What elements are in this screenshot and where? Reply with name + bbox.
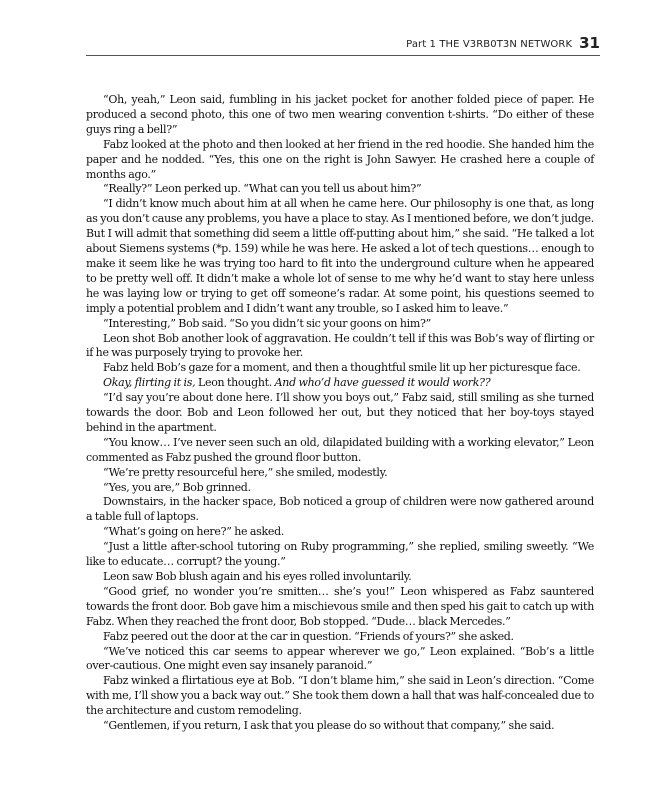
paragraph: “Really?” Leon perked up. “What can you tell us about him?” xyxy=(103,182,422,196)
paragraph: “Gentlemen, if you return, I ask that you please do so without that company,” she said. xyxy=(103,719,555,733)
paragraph: Leon saw Bob blush again and his eyes rolled involuntarily. xyxy=(103,570,412,583)
running-header xyxy=(0,36,600,50)
paragraph-thought xyxy=(86,376,594,391)
paragraph: “What’s going on here?” he asked. xyxy=(103,525,285,539)
paragraph: “Just a little after-school tutoring on Ruby programming,” she replied, smiling sweetly. “We like to educate… corrupt? the young.” xyxy=(86,540,594,569)
page-number: 31 xyxy=(579,34,600,52)
section-label xyxy=(406,39,572,50)
thought-roman: Leon thought. xyxy=(195,376,275,390)
paragraph: “I didn’t know much about him at all when he came here. Our philosophy is one that, as long as you don’t cause any problems, you have a place to stay. As I mentioned before, we don’t judge. But I will admit that something did seem a little off-putting about him,” she said. “He talked a lot about Siemens systems (*p. 159) while he was here. He asked a lot of tech questions… enough to make it seem like he was trying too hard to fit into the underground culture when he appeared to be pretty well off. It didn’t make a whole lot of sense to me why he’d want to stay here unless he was laying low or trying to get off someone’s radar. At some point, his questions seemed to imply a potential problem and I didn’t want any trouble, so I asked him to leave.” xyxy=(86,197,594,315)
paragraph: Leon shot Bob another look of aggravation. He couldn’t tell if this was Bob’s way of flirting or if he was purposely trying to provoke her. xyxy=(86,331,594,360)
section-title: THE V3RB0T3N NETWORK xyxy=(439,39,573,50)
paragraph: “Yes, you are,” Bob grinned. xyxy=(103,480,251,494)
paragraph: Fabz peered out the door at the car in question. “Friends of yours?” she asked. xyxy=(103,629,514,643)
paragraph: Fabz winked a flirtatious eye at Bob. “I don’t blame him,” she said in Leon’s direction. “Come with me, I’ll show you a back way out.” She took them down a hall that was half-concealed due to the architecture and custom remodeling. xyxy=(86,674,594,718)
thought-italic: Okay, flirting it is, xyxy=(103,376,196,390)
paragraph: “Interesting,” Bob said. “So you didn’t sic your goons on him?” xyxy=(103,316,432,330)
part-label: Part 1 xyxy=(406,39,437,50)
paragraph: “You know… I’ve never seen such an old, dilapidated building with a working elevator,” Leon commented as Fabz pushed the ground floor button. xyxy=(86,435,594,464)
thought-italic: And who’d have guessed it would work?? xyxy=(274,376,491,390)
paragraph: “We’ve noticed this car seems to appear wherever we go,” Leon explained. “Bob’s a little over-cautious. One might even say insanely paranoid.” xyxy=(86,644,594,673)
paragraph: “I’d say you’re about done here. I’ll show you boys out,” Fabz said, still smiling as she turned towards the door. Bob and Leon followed her out, but they noticed that her boy-toys stayed behind in the apartment. xyxy=(86,391,594,434)
body-text xyxy=(86,93,594,734)
paragraph: “Good grief, no wonder you’re smitten… she’s you!” Leon whispered as Fabz sauntered towards the front door. Bob gave him a mischievous smile and then sped his gait to catch up with Fabz. When they reached the front door, Bob stopped. “Dude… black Mercedes.” xyxy=(86,584,594,628)
paragraph: “We’re pretty resourceful here,” she smiled, modestly. xyxy=(103,465,388,479)
paragraph: Fabz looked at the photo and then looked at her friend in the red hoodie. She handed him the paper and he nodded. “Yes, this one on the right is John Sawyer. He crashed here a couple of months ago.” xyxy=(86,137,594,181)
paragraph: Downstairs, in the hacker space, Bob noticed a group of children were now gathered around a table full of laptops. xyxy=(86,495,594,524)
paragraph: Fabz held Bob’s gaze for a moment, and then a thoughtful smile lit up her picturesque face. xyxy=(103,361,581,375)
header-rule xyxy=(86,55,600,56)
paragraph: “Oh, yeah,” Leon said, fumbling in his jacket pocket for another folded piece of paper. He produced a second photo, this one of two men wearing convention t-shirts. “Do either of these guys ring a bell?” xyxy=(86,93,594,136)
